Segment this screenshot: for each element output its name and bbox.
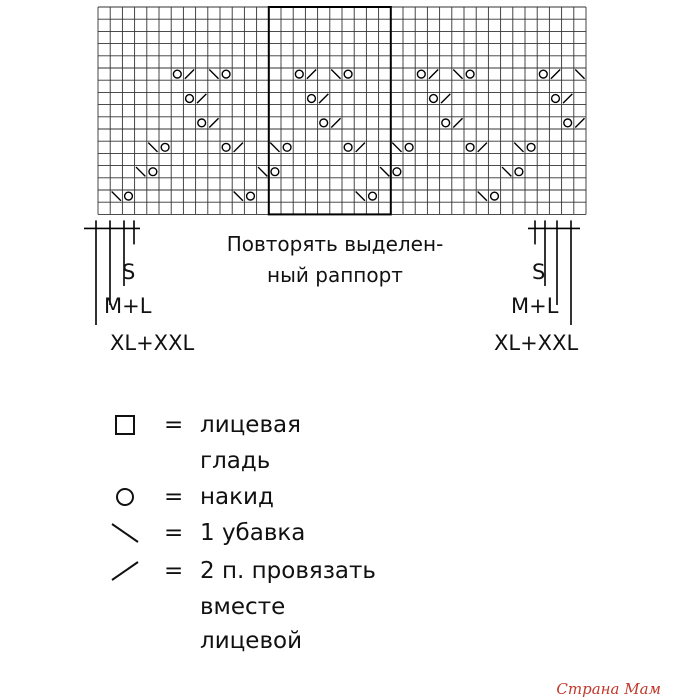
k2tog-mark (185, 69, 194, 78)
k2tog-mark (319, 94, 328, 103)
yarn-over-mark (552, 95, 560, 103)
yarn-over-mark (125, 192, 133, 200)
left-size-ml: M+L (104, 294, 152, 318)
yarn-over-mark (222, 143, 230, 151)
yarn-over-mark (393, 168, 401, 176)
decrease-mark (453, 69, 462, 78)
yarn-over-mark (247, 192, 255, 200)
decrease-mark (502, 167, 511, 176)
legend-equals: = (164, 412, 184, 438)
yarn-over-mark (295, 70, 303, 78)
left-size-s: S (122, 260, 136, 284)
legend-text-knit-2: гладь (200, 448, 271, 474)
decrease-mark (258, 167, 267, 176)
k2tog-mark (551, 69, 560, 78)
k2tog-mark (429, 69, 438, 78)
watermark: Страна Мам (556, 680, 661, 698)
backslash-icon (110, 516, 140, 550)
decrease-mark (234, 191, 243, 200)
k2tog-mark (234, 143, 243, 152)
legend-equals: = (164, 558, 184, 584)
decrease-mark (392, 143, 401, 152)
yarn-over-mark (308, 95, 316, 103)
yarn-over-mark (320, 119, 328, 127)
k2tog-mark (453, 118, 462, 127)
square-icon (110, 408, 140, 442)
decrease-mark (380, 167, 389, 176)
yarn-over-mark (344, 70, 352, 78)
legend-equals: = (164, 484, 184, 510)
yarn-over-mark (539, 70, 547, 78)
legend-text-knit-1: лицевая (200, 412, 301, 438)
k2tog-mark (563, 94, 572, 103)
k2tog-mark (331, 118, 340, 127)
yarn-over-mark (149, 168, 157, 176)
legend-text-yo: накид (200, 484, 274, 510)
yarn-over-mark (186, 95, 194, 103)
yarn-over-mark (527, 143, 535, 151)
decrease-mark (148, 143, 157, 152)
repeat-label (200, 229, 470, 291)
k2tog-mark (441, 94, 450, 103)
k2tog-mark (197, 94, 206, 103)
legend-text-k2tog-3: лицевой (200, 628, 303, 654)
decrease-mark (112, 191, 121, 200)
k2tog-mark (356, 143, 365, 152)
left-size-xlxxl: XL+XXL (110, 331, 195, 355)
yarn-over-mark (564, 119, 572, 127)
decrease-mark (331, 69, 340, 78)
yarn-over-mark (173, 70, 181, 78)
repeat-label-line-2: ный раппорт (267, 263, 403, 287)
decrease-mark (270, 143, 279, 152)
legend-text-dec: 1 убавка (200, 520, 306, 546)
yarn-over-mark (430, 95, 438, 103)
decrease-mark (356, 191, 365, 200)
yarn-over-mark (161, 143, 169, 151)
yarn-over-mark (283, 143, 291, 151)
right-size-ml: M+L (511, 294, 559, 318)
right-size-xlxxl: XL+XXL (494, 331, 579, 355)
k2tog-mark (209, 118, 218, 127)
yarn-over-mark (222, 70, 230, 78)
yarn-over-mark (466, 143, 474, 151)
legend-equals: = (164, 520, 184, 546)
yarn-over-mark (466, 70, 474, 78)
right-size-s: S (532, 260, 546, 284)
k2tog-mark (478, 143, 487, 152)
yarn-over-mark (515, 168, 523, 176)
circle-icon (110, 480, 140, 514)
yarn-over-mark (442, 119, 450, 127)
legend-text-k2tog-2: вместе (200, 594, 286, 620)
decrease-mark (478, 191, 487, 200)
yarn-over-mark (405, 143, 413, 151)
yarn-over-mark (271, 168, 279, 176)
decrease-mark (575, 69, 584, 78)
yarn-over-mark (417, 70, 425, 78)
k2tog-mark (575, 118, 584, 127)
yarn-over-mark (369, 192, 377, 200)
slash-icon (110, 554, 140, 588)
decrease-mark (136, 167, 145, 176)
yarn-over-mark (491, 192, 499, 200)
legend-text-k2tog-1: 2 п. провязать (200, 558, 376, 584)
decrease-mark (209, 69, 218, 78)
yarn-over-mark (344, 143, 352, 151)
yarn-over-mark (198, 119, 206, 127)
decrease-mark (514, 143, 523, 152)
repeat-label-line-1: Повторять выделен- (226, 232, 444, 256)
k2tog-mark (307, 69, 316, 78)
